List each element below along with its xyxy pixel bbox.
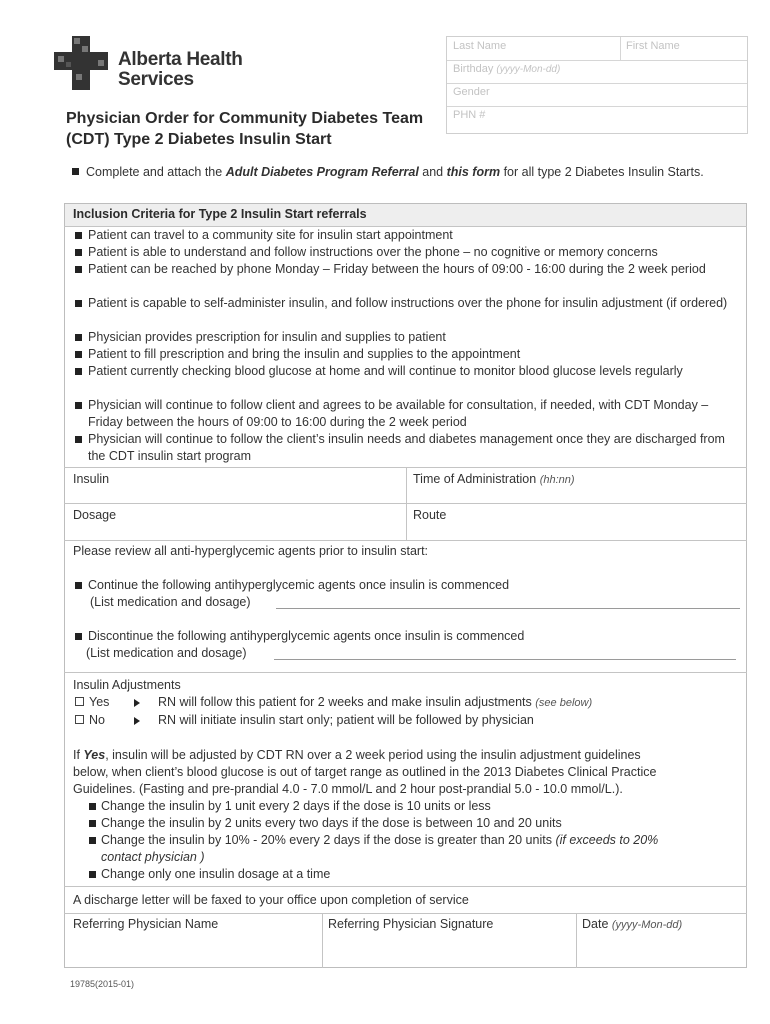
inclusion-item: Patient is capable to self-administer insulin, and follow instructions over the phone for insulin adjustment (if ordered) — [88, 296, 728, 310]
adjust-rule-2: Change the insulin by 2 units every two days if the dose is between 10 and 20 units — [101, 816, 562, 830]
dosage-field[interactable]: Dosage — [73, 508, 117, 522]
patient-name-row — [447, 37, 747, 61]
adjust-if-line1: If Yes, insulin will be adjusted by CDT RN over a 2 week period using the insulin adjustment guidelines — [73, 748, 641, 762]
time-admin-field[interactable]: Time of Administration (hh:nn) — [413, 472, 575, 486]
form-number: 19785(2015-01) — [70, 979, 135, 989]
no-checkbox[interactable] — [75, 715, 84, 724]
bullet-icon — [75, 436, 82, 443]
adjust-if-line2: below, when client’s blood glucose is out of target range as outlined in the 2013 Diabetes Clinical Practice — [73, 765, 657, 779]
adjust-rule-3-note: contact physician ) — [101, 850, 205, 864]
logo-line2: Services — [118, 69, 194, 90]
patient-info-box — [446, 36, 748, 134]
gender-row — [447, 83, 747, 107]
inclusion-item: Patient can be reached by phone Monday – Friday between the hours of 09:00 - 16:00 during the 2 week period — [88, 262, 706, 276]
gender-field[interactable]: Gender — [453, 86, 490, 98]
logo-line1: Alberta Health — [118, 49, 243, 70]
adjust-rule-3: Change the insulin by 10% - 20% every 2 days if the dose is greater than 20 units (if exceeds to 20% — [101, 833, 659, 847]
discontinue-agents-input[interactable] — [274, 659, 736, 660]
route-field[interactable]: Route — [413, 508, 447, 522]
birthday-row — [447, 60, 747, 84]
continue-agents-input[interactable] — [276, 608, 740, 609]
bullet-icon — [75, 368, 82, 375]
bullet-icon — [75, 232, 82, 239]
phn-row — [447, 106, 747, 129]
bullet-icon — [75, 266, 82, 273]
arrow-right-icon — [134, 699, 140, 707]
adjust-if-line3: Guidelines. (Fasting and pre-prandial 4.0 - 7.0 mmol/L and 2 hour post-prandial 5.0 - 10.0 mmol/L.). — [73, 782, 623, 796]
yes-text: RN will follow this patient for 2 weeks and make insulin adjustments (see below) — [158, 695, 593, 709]
form-title — [66, 108, 423, 150]
adjust-rule-1: Change the insulin by 1 unit every 2 days if the dose is 10 units or less — [101, 799, 491, 813]
yes-checkbox[interactable] — [75, 697, 84, 706]
bullet-icon — [75, 402, 82, 409]
discontinue-agents-sub: (List medication and dosage) — [86, 646, 247, 660]
referring-physician-signature-field[interactable]: Referring Physician Signature — [328, 917, 494, 931]
bullet-icon — [75, 300, 82, 307]
inclusion-item: Patient is able to understand and follow instructions over the phone – no cognitive or memory concerns — [88, 245, 658, 259]
referring-physician-name-field[interactable]: Referring Physician Name — [73, 917, 219, 931]
adjust-title: Insulin Adjustments — [73, 678, 181, 692]
inclusion-header: Inclusion Criteria for Type 2 Insulin Start referrals — [65, 204, 746, 226]
discontinue-agents-label: Discontinue the following antihyperglycemic agents once insulin is commenced — [88, 629, 525, 643]
discharge-note: A discharge letter will be faxed to your office upon completion of service — [73, 893, 469, 907]
arrow-right-icon — [134, 717, 140, 725]
birthday-field[interactable]: Birthday (yyyy-Mon-dd) — [453, 63, 561, 75]
adjust-rule-4: Change only one insulin dosage at a time — [101, 867, 331, 881]
inclusion-item: Physician will continue to follow the client’s insulin needs and diabetes management once they are discharged from the CDT insulin start program — [88, 432, 725, 463]
no-text: RN will initiate insulin start only; patient will be followed by physician — [158, 713, 534, 727]
inclusion-item: Patient currently checking blood glucose at home and will continue to monitor blood glucose levels regularly — [88, 364, 683, 378]
inclusion-item: Physician will continue to follow client and agrees to be available for consultation, if needed, with CDT Monday – Friday between the hours of 09:00 to 16:00 during the 2 week period — [88, 398, 709, 429]
inclusion-item: Physician provides prescription for insulin and supplies to patient — [88, 330, 446, 344]
intro-instruction: Complete and attach the Adult Diabetes Program Referral and this form for all type 2 Diabetes Insulin Starts. — [72, 164, 742, 181]
bullet-icon — [75, 249, 82, 256]
bullet-icon — [75, 334, 82, 341]
inclusion-item: Patient can travel to a community site for insulin start appointment — [88, 228, 453, 242]
inclusion-item: Patient to fill prescription and bring the insulin and supplies to the appointment — [88, 347, 521, 361]
last-name-field[interactable]: Last Name — [453, 40, 507, 52]
title-line2: (CDT) Type 2 Diabetes Insulin Start — [66, 131, 332, 148]
continue-agents-sub: (List medication and dosage) — [90, 595, 251, 609]
continue-agents-label: Continue the following antihyperglycemic agents once insulin is commenced — [88, 578, 510, 592]
bullet-icon — [75, 351, 82, 358]
no-label: No — [89, 713, 105, 727]
yes-label: Yes — [89, 695, 110, 709]
logo-text — [118, 50, 243, 90]
insulin-field[interactable]: Insulin — [73, 472, 110, 486]
ahs-logo — [54, 36, 244, 96]
first-name-field[interactable]: First Name — [626, 40, 680, 52]
date-field[interactable]: Date (yyyy-Mon-dd) — [582, 917, 683, 931]
agents-review-text: Please review all anti-hyperglycemic agents prior to insulin start: — [73, 544, 429, 558]
phn-field[interactable]: PHN # — [453, 109, 486, 121]
title-line1: Physician Order for Community Diabetes Team — [66, 110, 424, 127]
ahs-cross-icon — [54, 36, 114, 96]
